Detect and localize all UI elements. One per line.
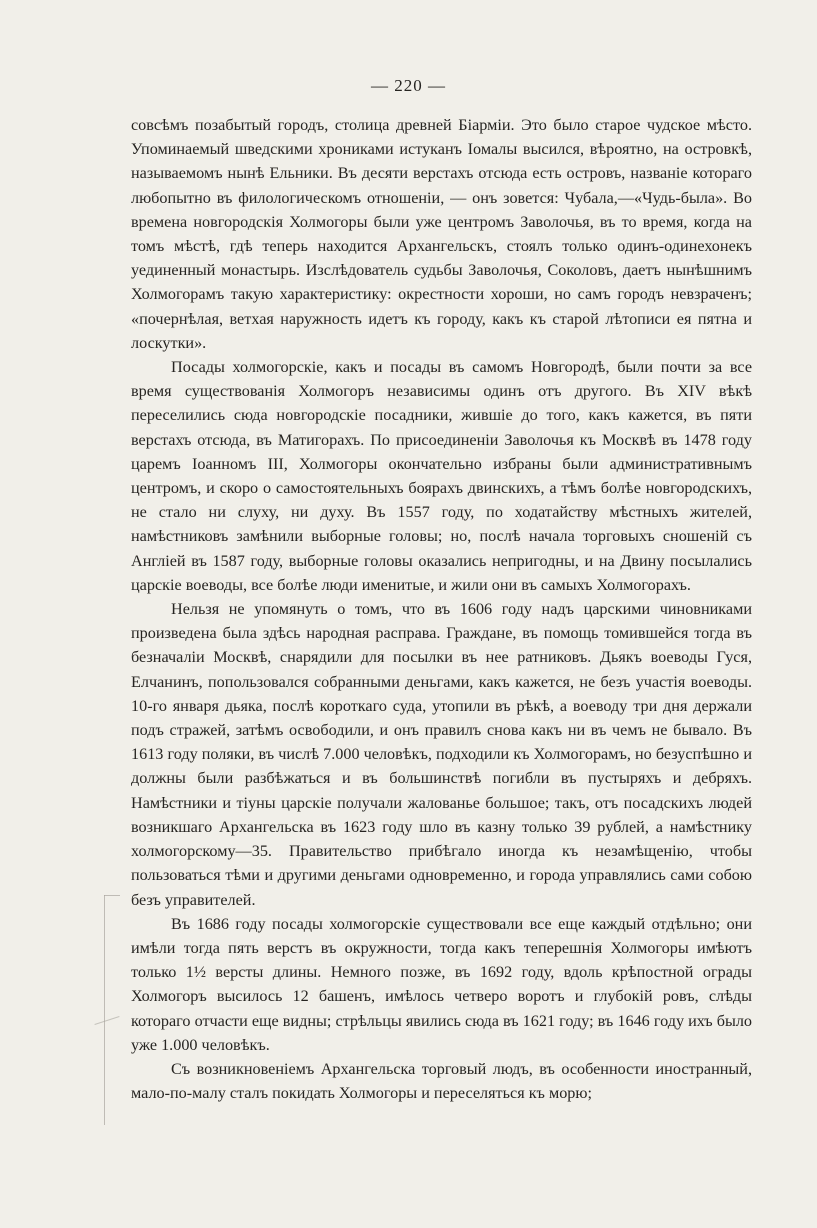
paragraph-4: Въ 1686 году посады холмогорскіе существовали все еще каждый отдѣльно; они имѣли тогда пять верстъ въ окружности, тогда какъ теперешнія Холмогоры имѣютъ только 1½ версты длины. Немного позже, въ 1692 году, вдоль крѣпостной ограды Холмогоръ высилось 12 башенъ, имѣлось четверо воротъ и глубокій ровъ, слѣды котораго отчасти еще видны; стрѣльцы явились сюда въ 1621 году; въ 1646 году ихъ было уже 1.000 человѣкъ. [131,914,752,1054]
paragraph-1: совсѣмъ позабытый городъ, столица древней Біарміи. Это было старое чудское мѣсто. Упоминаемый шведскими хрониками истуканъ Іомалы высился, вѣроятно, на островкѣ, называемомъ нынѣ Ельники. Въ десяти верстахъ отсюда есть островъ, названіе котораго любопытно въ филологическомъ отношеніи, — онъ зовется: Чубала,—«Чудь-была». Во времена новгородскія Холмогоры были уже центромъ Заволочья, въ то время, когда на томъ мѣстѣ, гдѣ теперь находится Архангельскъ, стоялъ только одинъ-одинехонекъ уединенный монастырь. Изслѣдователь судьбы Заволочья, Соколовъ, даетъ нынѣшнимъ Холмогорамъ такую характеристику: окрестности хороши, но самъ городъ невзраченъ; «почернѣлая, ветхая наружность идетъ къ городу, какъ къ старой лѣтописи ея пятна и лоскутки». [131,116,752,352]
page-number: — 220 — [371,76,446,95]
pencil-margin-tick [104,895,120,896]
paragraph-2: Посады холмогорскіе, какъ и посады въ самомъ Новгородѣ, были почти за все время существованія Холмогоръ независимы одинъ отъ другого. Въ XIV вѣкѣ переселились сюда новгородскіе посадники, жившіе до того, какъ кажется, въ пяти верстахъ отсюда, въ Матигорахъ. По присоединеніи Заволочья къ Москвѣ въ 1478 году царемъ Іоанномъ III, Холмогоры окончательно избраны были административнымъ центромъ, и скоро о самостоятельныхъ боярахъ двинскихъ, а тѣмъ болѣе новгородскихъ, не стало ни слуху, ни духу. Въ 1557 году, по ходатайству мѣстныхъ жителей, намѣстниковъ замѣнили выборные головы; но, послѣ начала торговыхъ сношеній съ Англіей въ 1587 году, выборные головы оказались непригодны, и на Двину посылались царскіе воеводы, все болѣе люди именитые, и жили они въ самыхъ Холмогорахъ. [131,358,752,594]
paragraph-3: Нельзя не упомянуть о томъ, что въ 1606 году надъ царскими чиновниками произведена была здѣсь народная расправа. Граждане, въ помощь томившейся тогда въ безначаліи Москвѣ, снарядили для посылки въ нее ратниковъ. Дьякъ воеводы Гуся, Елчанинъ, попользовался собранными деньгами, какъ кажется, не безъ участія воеводы. 10-го января дьяка, послѣ короткаго суда, утопили въ рѣкѣ, а воеводу три дня держали подъ стражей, затѣмъ освободили, и онъ правилъ снова какъ ни въ чемъ не бывало. Въ 1613 году поляки, въ числѣ 7.000 человѣкъ, подходили къ Холмогорамъ, но безуспѣшно и должны были разбѣжаться и въ большинствѣ погибли въ пустыряхъ и дебряхъ. Намѣстники и тіуны царскіе получали жалованье большое; такъ, отъ посадскихъ людей возникшаго Архангельска въ 1623 году шло въ казну только 39 рублей, а намѣстнику холмогорскому—35. Правительство прибѣгало иногда къ незамѣщенію, чтобы пользоваться тѣми и другими деньгами одновременно, и города управлялись сами собою безъ управителей. [131,600,752,909]
body-text [131,113,752,1105]
pencil-margin-mark [104,895,105,1125]
paragraph-5: Съ возникновеніемъ Архангельска торговый людъ, въ особенности иностранный, мало-по-малу сталъ покидать Холмогоры и переселяться къ морю; [131,1059,752,1103]
pencil-margin-slash [94,1016,119,1025]
